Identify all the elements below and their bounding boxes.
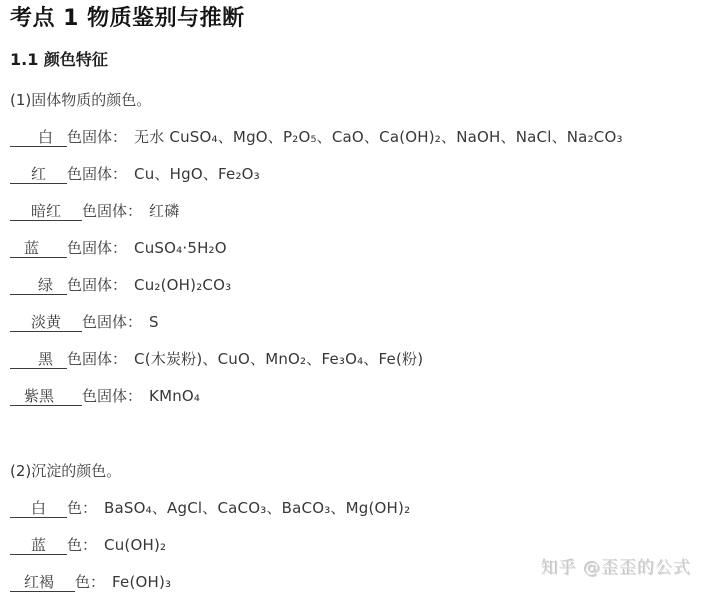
blank-label: 色固体： [82, 387, 143, 405]
blank-answer: 红 [10, 165, 67, 184]
section-heading: 1.1 颜色特征 [10, 50, 108, 69]
fill-blank-line [10, 128, 710, 147]
substances-list: BaSO₄、AgCl、CaCO₃、BaCO₃、Mg(OH)₂ [104, 499, 411, 517]
blank-label: 色固体： [67, 350, 128, 368]
fill-blank-line [10, 536, 710, 555]
solid-colors-list [10, 128, 710, 406]
blank-label: 色： [67, 536, 98, 554]
substances-list: 无水 CuSO₄、MgO、P₂O₅、CaO、Ca(OH)₂、NaOH、NaCl、Na₂CO₃ [134, 128, 623, 146]
fill-blank-line [10, 350, 710, 369]
solid-colors-intro: (1)固体物质的颜色。 [10, 91, 152, 109]
blank-answer: 暗红 [10, 202, 82, 221]
page-title: 考点 1 物质鉴别与推断 [10, 6, 245, 31]
blank-label: 色固体： [67, 276, 128, 294]
substances-list: Cu(OH)₂ [104, 536, 167, 554]
blank-answer: 黑 [10, 350, 67, 369]
blank-answer: 白 [10, 499, 67, 518]
blank-label: 色： [67, 499, 98, 517]
fill-blank-line [10, 499, 710, 518]
watermark: 知乎 @歪歪的公式 [541, 559, 692, 579]
substances-list: CuSO₄·5H₂O [134, 239, 227, 257]
blank-label: 色固体： [82, 313, 143, 331]
blank-answer: 蓝 [10, 239, 67, 258]
substances-list: S [149, 313, 159, 331]
substances-list: Cu₂(OH)₂CO₃ [134, 276, 232, 294]
blank-label: 色固体： [67, 128, 128, 146]
blank-answer: 紫黑 [10, 387, 82, 406]
substances-list: 红磷 [149, 202, 180, 220]
substances-list: Cu、HgO、Fe₂O₃ [134, 165, 260, 183]
blank-label: 色固体： [67, 239, 128, 257]
fill-blank-line [10, 276, 710, 295]
blank-label: 色固体： [67, 165, 128, 183]
blank-label: 色固体： [82, 202, 143, 220]
fill-blank-line [10, 202, 710, 221]
blank-label: 色： [75, 573, 106, 591]
substances-list: Fe(OH)₃ [112, 573, 172, 591]
blank-answer: 淡黄 [10, 313, 82, 332]
substances-list: C(木炭粉)、CuO、MnO₂、Fe₃O₄、Fe(粉) [134, 350, 424, 368]
fill-blank-line [10, 313, 710, 332]
substances-list: KMnO₄ [149, 387, 201, 405]
blank-answer: 绿 [10, 276, 67, 295]
fill-blank-line [10, 387, 710, 406]
blank-answer: 白 [10, 128, 67, 147]
blank-answer: 蓝 [10, 536, 67, 555]
fill-blank-line [10, 239, 710, 258]
blank-answer: 红褐 [10, 573, 75, 592]
fill-blank-line [10, 165, 710, 184]
precipitate-colors-intro: (2)沉淀的颜色。 [10, 462, 122, 480]
